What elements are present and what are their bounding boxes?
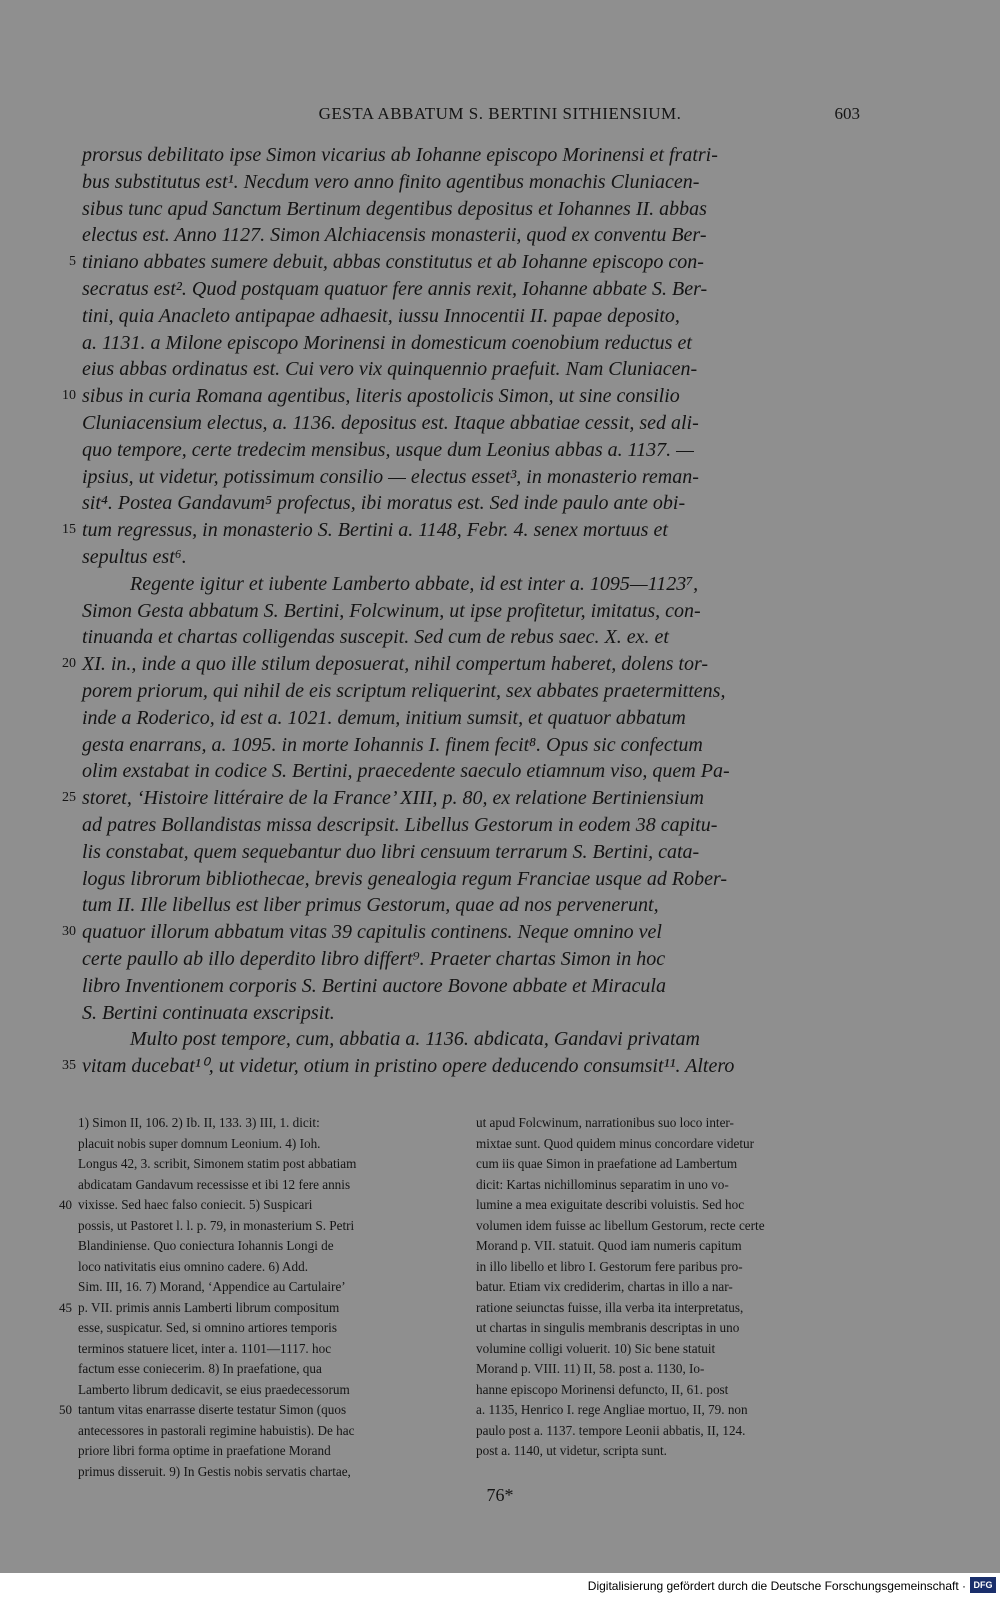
text-line [62, 651, 860, 678]
signature-mark: 76* [486, 1485, 514, 1505]
line-text: eius abbas ordinatus est. Cui vero vix quinquennio praefuit. Nam Cluniacen- [82, 358, 698, 381]
footnote-line [78, 1216, 462, 1237]
footnote-line [78, 1277, 462, 1298]
text-line [82, 946, 860, 973]
text-line [82, 571, 860, 598]
footnote-line [78, 1421, 462, 1442]
footnote-line: dicit: Kartas nichillominus separatim in uno vo- [476, 1176, 729, 1192]
footnote-line: a. 1135, Henrico I. rege Angliae mortuo, II, 79. non [476, 1402, 748, 1417]
running-title: GESTA ABBATUM S. BERTINI SITHIENSIUM. [318, 104, 682, 123]
text-line [82, 866, 860, 893]
footnote-text: abdicatam Gandavum recessisse et ibi 12 fere annis [78, 1176, 351, 1192]
text-line [82, 356, 860, 383]
footnote-text: Longus 42, 3. scribit, Simonem statim post abbatiam [78, 1156, 357, 1171]
text-line [82, 892, 860, 919]
footnote-text: antecessores in pastorali regimine habuistis). De hac [78, 1422, 355, 1438]
footnote-line: volumen idem fuisse ac libellum Gestorum, recte certe [476, 1217, 765, 1233]
footnote-line [78, 1113, 462, 1134]
footnote-line [78, 1380, 462, 1401]
line-text: sibus in curia Romana agentibus, literis apostolicis Simon, ut sine consilio [82, 385, 680, 408]
line-text: sit⁴. Postea Gandavum⁵ profectus, ibi moratus est. Sed inde paulo ante obi- [82, 492, 686, 515]
page-number: 603 [834, 104, 860, 123]
footnote-line [78, 1339, 462, 1360]
line-text: tini, quia Anacleto antipapae adhaesit, iussu Innocentii II. papae deposito, [82, 304, 680, 327]
line-text: logus librorum bibliothecae, brevis genealogia regum Franciae usque ad Rober- [82, 867, 728, 890]
text-line [82, 1026, 860, 1053]
text-line [82, 705, 860, 732]
text-line [82, 973, 860, 1000]
footnote-text: possis, ut Pastoret l. l. p. 79, in monasterium S. Petri [78, 1217, 355, 1233]
line-text: tinuanda et chartas colligendas suscepit. Sed cum de rebus saec. X. ex. et [82, 626, 669, 649]
line-text: gesta enarrans, a. 1095. in morte Iohannis I. finem fecit⁸. Opus sic confectum [82, 733, 703, 756]
text-line [82, 812, 860, 839]
text-line [62, 785, 860, 812]
line-text: quo tempore, certe tredecim mensibus, usque dum Leonius abbas a. 1137. — [82, 438, 694, 461]
text-line [82, 490, 860, 517]
footnote-text: Blandiniense. Quo coniectura Iohannis Longi de [78, 1238, 334, 1253]
footnote-text: p. VII. primis annis Lamberti librum compositum [78, 1299, 340, 1315]
line-text: prorsus debilitato ipse Simon vicarius ab Iohanne episcopo Morinensi et fratri- [82, 144, 718, 166]
text-line [82, 276, 860, 303]
line-text: certe paullo ab illo deperdito libro differt⁹. Praeter chartas Simon in hoc [82, 947, 666, 970]
text-line [82, 544, 860, 571]
text-line [82, 732, 860, 759]
text-line [82, 196, 860, 223]
text-line [69, 249, 860, 276]
line-number: 10 [62, 388, 76, 404]
text-line [62, 383, 860, 410]
footnote-line [78, 1441, 462, 1462]
line-number: 25 [62, 790, 76, 806]
footnote-line [78, 1236, 462, 1257]
footnote-line [78, 1134, 462, 1155]
line-text: sibus tunc apud Sanctum Bertinum degentibus depositus et Iohannes II. abbas [82, 197, 707, 220]
line-text: olim exstabat in codice S. Bertini, praecedente saeculo etiamnum viso, quem Pa- [82, 760, 730, 783]
footnote-text: primus disseruit. 9) In Gestis nobis servatis chartae, [78, 1463, 351, 1479]
line-number: 50 [59, 1402, 72, 1417]
line-text: tum regressus, in monasterio S. Bertini a. 1148, Febr. 4. senex mortuus et [82, 519, 668, 542]
dfg-logo: DFG [970, 1577, 996, 1593]
line-number: 40 [59, 1197, 72, 1212]
footnote-line: ut chartas in singulis membranis descriptas in uno [476, 1320, 740, 1335]
footnote-text: Lamberto librum dedicavit, se eius praedecessorum [78, 1381, 350, 1397]
line-text: bus substitutus est¹. Necdum vero anno finito agentibus monachis Cluniacen- [82, 170, 700, 193]
footnote-line [78, 1257, 462, 1278]
line-number: 20 [62, 656, 76, 672]
text-line [62, 919, 860, 946]
text-line [82, 624, 860, 651]
main-text-body [62, 142, 860, 1080]
footnote-text: tantum vitas enarrasse diserte testatur Simon (quos [78, 1402, 347, 1417]
footnote-line: volumine colligi voluerit. 10) Sic bene statuit [476, 1340, 716, 1356]
footnote-line [78, 1462, 462, 1483]
line-text: Regente igitur et iubente Lamberto abbate, id est inter a. 1095—1123⁷, [130, 572, 699, 595]
text-line [82, 839, 860, 866]
line-text: vitam ducebat¹⁰, ut videtur, otium in pristino opere deducendo consumsit¹¹. Altero [82, 1055, 735, 1078]
footnote-line: post a. 1140, ut videtur, scripta sunt. [476, 1443, 667, 1458]
footnote-line: cum iis quae Simon in praefatione ad Lambertum [476, 1156, 738, 1171]
footnote-text: esse, suspicatur. Sed, si omnino artiores temporis [78, 1320, 337, 1335]
footnote-text: Sim. III, 16. 7) Morand, ‘Appendice au Cartulaire’ [78, 1279, 346, 1294]
line-text: Simon Gesta abbatum S. Bertini, Folcwinum, ut ipse profitetur, imitatus, con- [82, 599, 701, 622]
line-text: Cluniacensium electus, a. 1136. depositus est. Itaque abbatiae cessit, sed ali- [82, 411, 699, 434]
footnote-line [78, 1175, 462, 1196]
line-number: 15 [62, 522, 76, 538]
footnote-line: mixtae sunt. Quod quidem minus concordare videtur [476, 1135, 754, 1151]
text-line [82, 303, 860, 330]
footnote-text: terminos statuere licet, inter a. 1101—1117. hoc [78, 1340, 332, 1356]
line-number: 45 [59, 1299, 72, 1315]
footnote-line: hanne episcopo Morinensi defuncto, II, 61. post [476, 1381, 729, 1397]
footnote-line: Morand p. VII. statuit. Quod iam numeris capitum [476, 1238, 742, 1253]
text-line [62, 517, 860, 544]
line-text: S. Bertini continuata exscripsit. [82, 1001, 335, 1024]
line-number: 5 [69, 254, 76, 270]
footnote-line: Morand p. VIII. 11) II, 58. post a. 1130, Io- [476, 1361, 705, 1376]
text-line [82, 410, 860, 437]
text-line [82, 169, 860, 196]
line-text: ipsius, ut videtur, potissimum consilio — electus esset³, in monasterio reman- [82, 465, 699, 488]
footnote-text: placuit nobis super domnum Leonium. 4) Ioh. [78, 1135, 321, 1151]
text-line [82, 464, 860, 491]
text-line [82, 758, 860, 785]
line-text: libro Inventionem corporis S. Bertini auctore Bovone abbate et Miracula [82, 974, 666, 997]
line-text: lis constabat, quem sequebantur duo libri censuum terrarum S. Bertini, cata- [82, 840, 700, 863]
line-text: electus est. Anno 1127. Simon Alchiacensis monasterii, quod ex conventu Ber- [82, 224, 707, 247]
line-text: Multo post tempore, cum, abbatia a. 1136. abdicata, Gandavi privatam [130, 1028, 700, 1051]
footnotes-right-column [476, 1113, 860, 1462]
line-text: tiniano abbates sumere debuit, abbas constitutus et ab Iohanne episcopo con- [82, 251, 704, 274]
line-text: porem priorum, qui nihil de eis scriptum reliquerint, sex abbates praetermittens, [82, 679, 726, 702]
line-text: secratus est². Quod postquam quatuor fere annis rexit, Iohanne abbate S. Ber- [82, 277, 708, 300]
footnote-text: vixisse. Sed haec falso coniecit. 5) Suspicari [78, 1197, 313, 1212]
footnote-line: ut apud Folcwinum, narrationibus suo loco inter- [476, 1115, 734, 1130]
footnote-line [59, 1298, 462, 1319]
line-text: quatuor illorum abbatum vitas 39 capitulis continens. Neque omnino vel [82, 921, 662, 944]
text-line [82, 142, 860, 169]
footer-credit: Digitalisierung gefördert durch die Deutsche Forschungsgemeinschaft · [587, 1579, 966, 1593]
line-text: tum II. Ille libellus est liber primus Gestorum, quae ad nos pervenerunt, [82, 894, 659, 917]
footnote-text: loco nativitatis eius omnino cadere. 6) Add. [78, 1258, 308, 1274]
line-text: XI. in., inde a quo ille stilum deposuerat, nihil compertum haberet, dolens tor- [82, 653, 709, 676]
text-line [82, 678, 860, 705]
line-text: inde a Roderico, id est a. 1021. demum, initium sumsit, et quatuor abbatum [82, 706, 686, 729]
text-line [82, 598, 860, 625]
footer-bar [0, 1573, 1000, 1599]
footnote-line [59, 1195, 462, 1216]
line-text: ad patres Bollandistas missa descripsit. Libellus Gestorum in eodem 38 capitu- [82, 813, 718, 836]
footnote-line: lumine a mea exiguitate describi voluistis. Sed hoc [476, 1197, 745, 1212]
text-line [82, 437, 860, 464]
footnote-text: priore libri forma optime in praefatione Morand [78, 1443, 331, 1458]
text-line [82, 330, 860, 357]
line-text: sepultus est⁶. [82, 545, 187, 568]
line-number: 35 [62, 1058, 76, 1074]
line-text: a. 1131. a Milone episcopo Morinensi in domesticum coenobium reductus et [82, 331, 692, 354]
line-number: 30 [62, 924, 76, 940]
footnote-line [78, 1359, 462, 1380]
footnotes-left-column [59, 1113, 462, 1482]
text-line [62, 1053, 860, 1080]
footnote-line [78, 1154, 462, 1175]
text-line [82, 1000, 860, 1027]
footnote-text: 1) Simon II, 106. 2) Ib. II, 133. 3) III, 1. dicit: [78, 1115, 320, 1130]
footnote-line: ratione seiunctas fuisse, illa verba ita interpretatus, [476, 1299, 744, 1315]
footnote-text: factum esse coniecerim. 8) In praefatione, qua [78, 1361, 322, 1376]
footnote-line: batur. Etiam vix crediderim, chartas in illo a nar- [476, 1279, 733, 1294]
footnote-line: in illo libello et libro I. Gestorum fere paribus pro- [476, 1258, 743, 1274]
footnote-line [59, 1400, 462, 1421]
footnote-line: paulo post a. 1137. tempore Leonii abbatis, II, 124. [476, 1422, 746, 1438]
line-text: storet, ‘Histoire littéraire de la France’ XIII, p. 80, ex relatione Bertiniensium [82, 787, 704, 810]
footnote-line [78, 1318, 462, 1339]
text-line [82, 222, 860, 249]
